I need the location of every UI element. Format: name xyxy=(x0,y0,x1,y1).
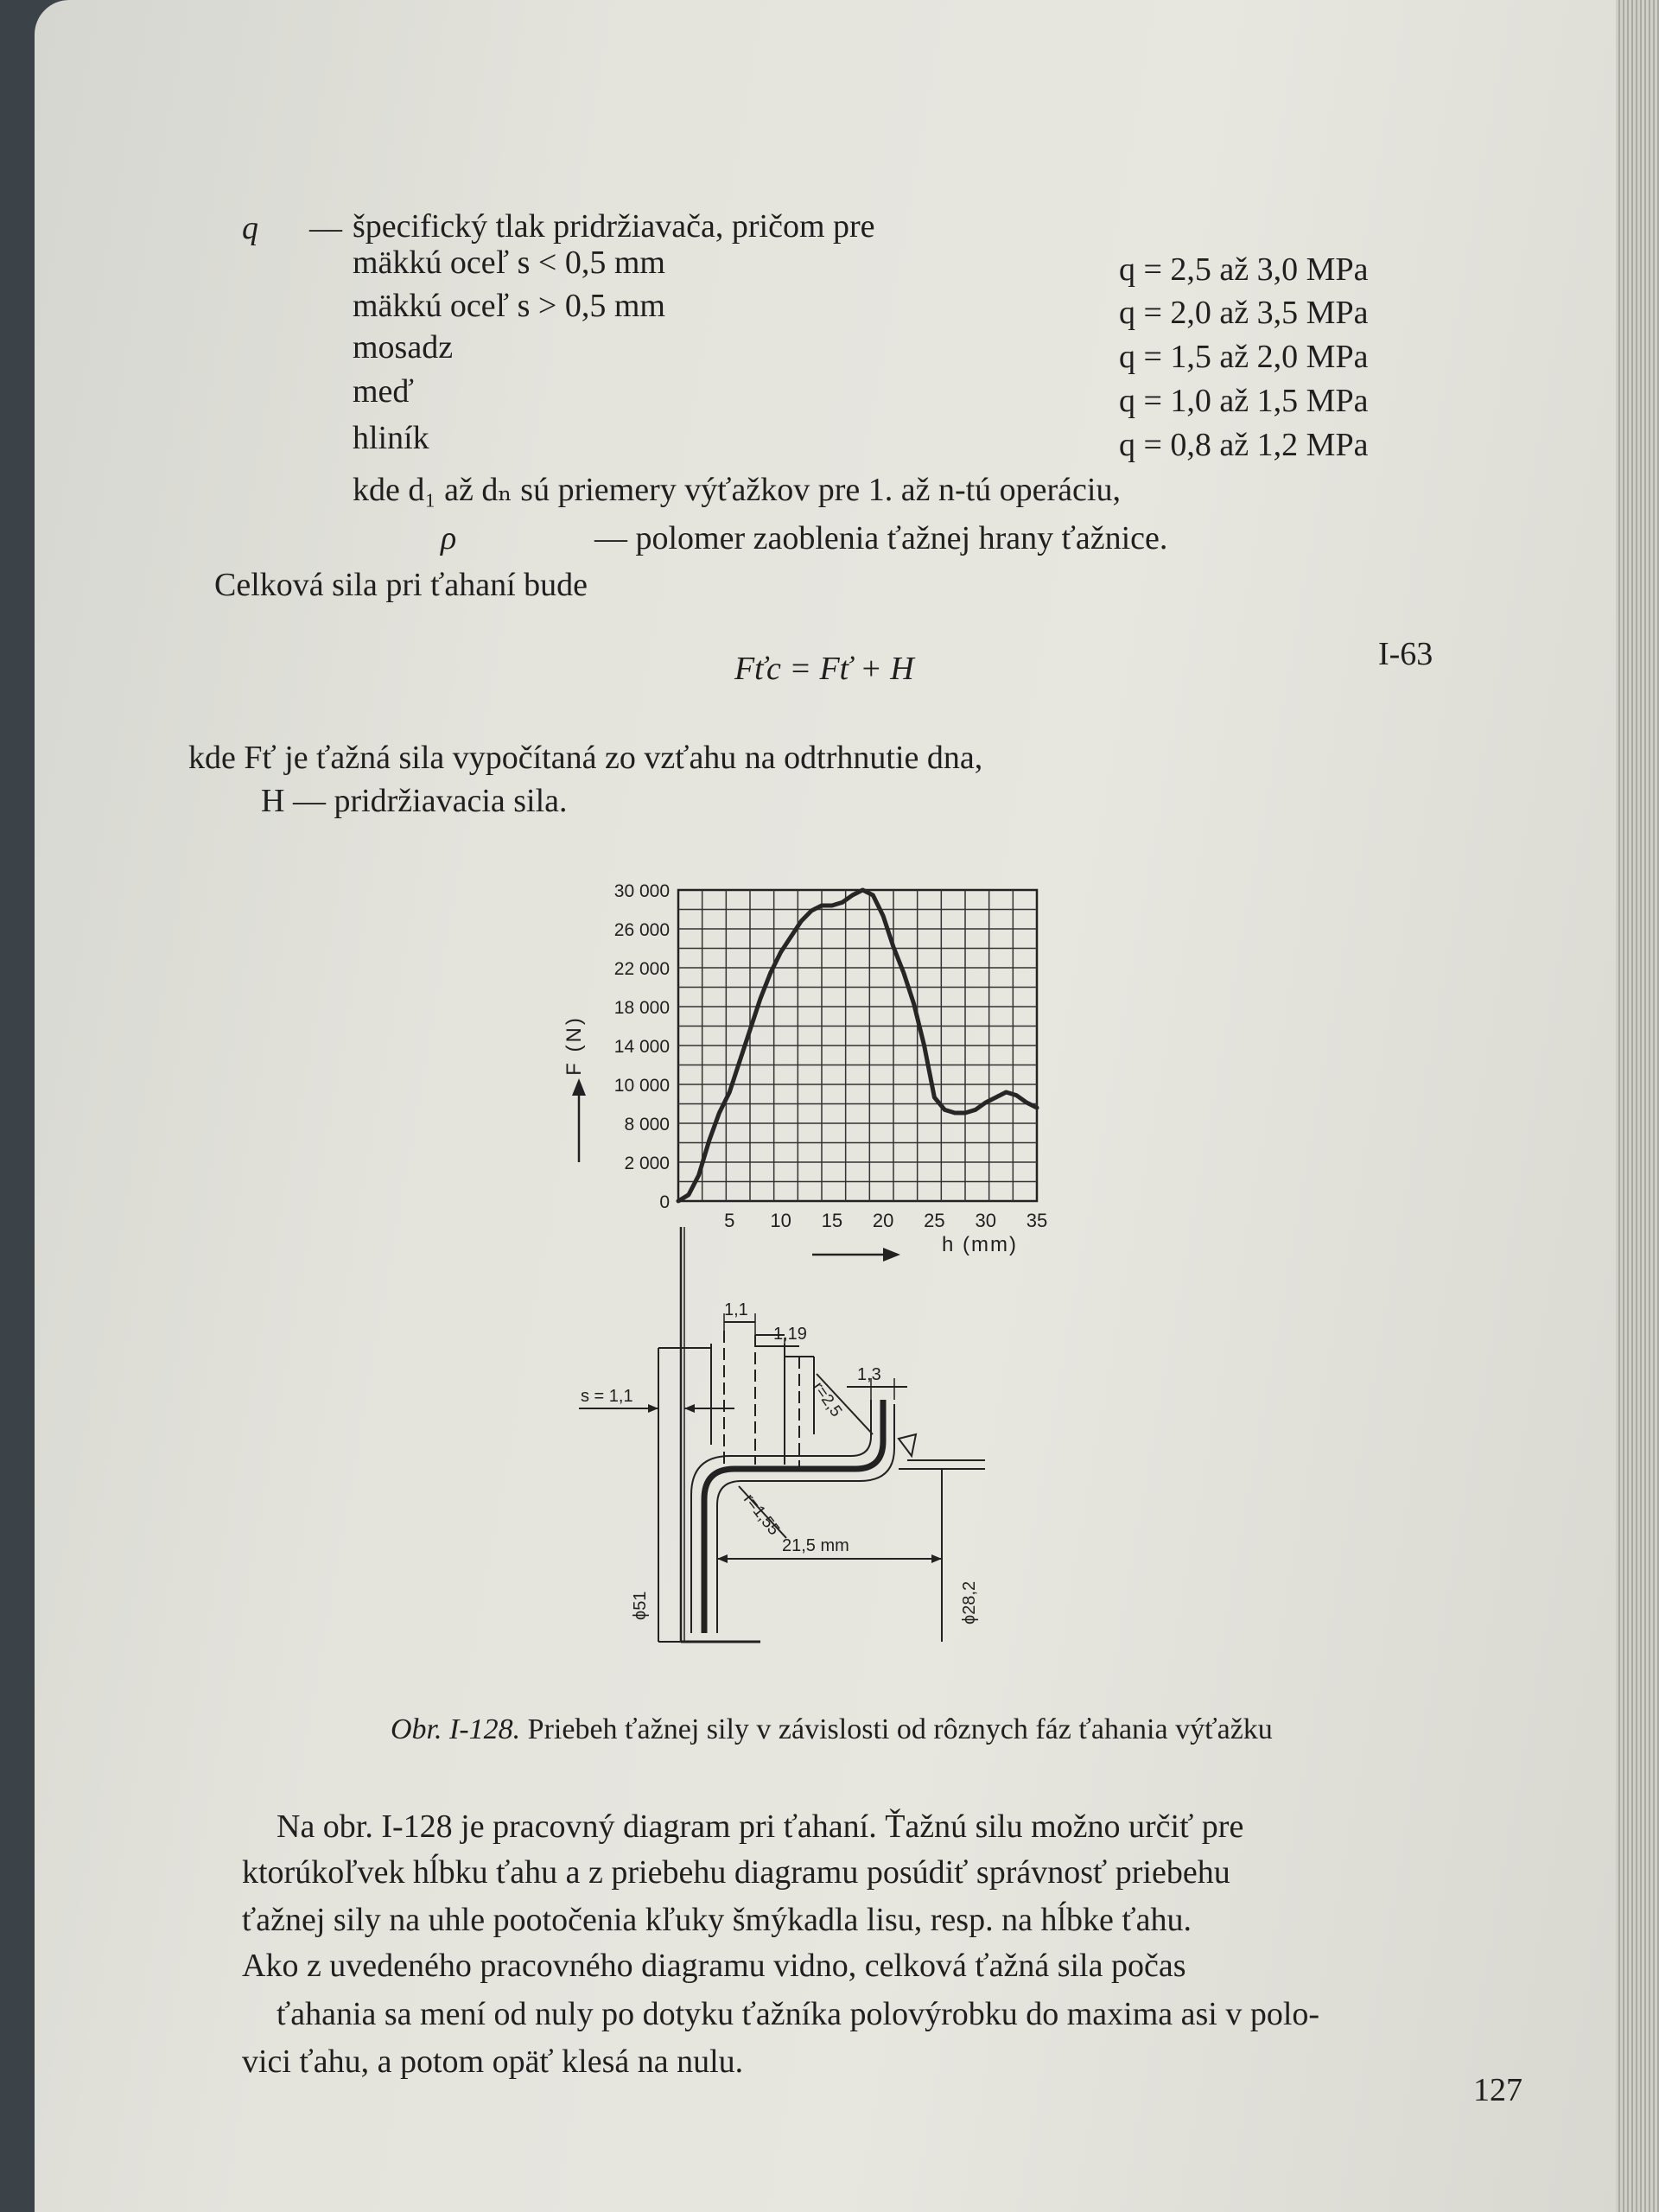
paragraph-line: Ako z uvedeného pracovného diagramu vidno, celková ťažná sila počas xyxy=(242,1948,1186,1984)
x-tick-labels xyxy=(724,1210,1047,1231)
force-chart xyxy=(563,881,1047,1262)
y-arrow-head xyxy=(572,1078,586,1096)
equation: Fťc = Fť + H xyxy=(734,651,914,687)
x-tick-label: 15 xyxy=(821,1210,843,1231)
dia-28-2: ϕ28,2 xyxy=(960,1580,979,1624)
q-title: špecifický tlak pridržiavača, pričom pre xyxy=(353,208,875,245)
rho-text: — polomer zaoblenia ťažnej hrany ťažnice. xyxy=(594,520,1168,556)
y-tick-label: 2 000 xyxy=(624,1154,670,1173)
caption-prefix: Obr. I-128. xyxy=(391,1713,521,1745)
q-symbol: q xyxy=(242,210,258,246)
x-tick-label: 30 xyxy=(975,1210,996,1231)
caption-text: Priebeh ťažnej sily v závislosti od rôznych fáz ťahania výťažku xyxy=(527,1713,1273,1745)
paragraph-line: ťažnej sily na uhle pootočenia kľuky šmýkadla lisu, resp. na hĺbke ťahu. xyxy=(242,1902,1192,1938)
rho-symbol: ρ xyxy=(441,520,457,556)
x-tick-label: 25 xyxy=(924,1210,945,1231)
dim-21-5: 21,5 mm xyxy=(782,1536,849,1555)
dim-1-19: 1,19 xyxy=(773,1325,807,1344)
equation-number: I-63 xyxy=(1378,636,1433,672)
x-arrow-head xyxy=(883,1248,900,1262)
y-tick-label: 8 000 xyxy=(624,1115,670,1135)
y-tick-label: 14 000 xyxy=(613,1037,670,1057)
where-d-line: kde d₁ až dₙ sú priemery výťažkov pre 1. až n-tú operáciu, xyxy=(353,472,1121,508)
material-value: q = 2,0 až 3,5 MPa xyxy=(1119,295,1369,331)
x-tick-label: 5 xyxy=(724,1210,735,1231)
y-axis-label: F (N) xyxy=(563,1015,586,1076)
q-dash: — xyxy=(309,210,342,246)
material-value: q = 0,8 až 1,2 MPa xyxy=(1119,427,1369,463)
book-page xyxy=(35,0,1633,2212)
material-name: hliník xyxy=(353,420,429,456)
x-tick-label: 10 xyxy=(770,1210,791,1231)
y-tick-label: 10 000 xyxy=(613,1076,670,1096)
x-tick-label: 20 xyxy=(872,1210,894,1231)
paragraph-line: ktorúkoľvek hĺbku ťahu a z priebehu diagramu posúdiť správnosť priebehu xyxy=(242,1854,1230,1891)
paragraph-line: ťahania sa mení od nuly po dotyku ťažníka polovýrobku do maxima asi v polo- xyxy=(276,1996,1320,2032)
grid-horizontal xyxy=(678,910,1037,1182)
paragraph-line: vici ťahu, a potom opäť klesá na nulu. xyxy=(242,2044,744,2080)
figure-caption xyxy=(391,1715,1273,1745)
material-name: meď xyxy=(353,373,414,410)
radius-2-5: r=2,5 xyxy=(808,1378,846,1421)
where-f-line: kde Fť je ťažná sila vypočítaná zo vzťahu na odtrhnutie dna, xyxy=(188,740,983,776)
x-axis-label: h (mm) xyxy=(942,1233,1018,1256)
material-value: q = 1,0 až 1,5 MPa xyxy=(1119,383,1369,419)
total-force-intro: Celková sila pri ťahaní bude xyxy=(214,567,588,603)
y-tick-label: 18 000 xyxy=(613,998,670,1018)
radius-1-55: r=1,55 xyxy=(740,1491,784,1539)
dim-1-3: 1,3 xyxy=(857,1365,881,1384)
x-tick-label: 35 xyxy=(1026,1210,1048,1231)
y-tick-label: 22 000 xyxy=(613,959,670,979)
y-tick-label: 30 000 xyxy=(613,881,670,901)
material-name: mäkkú oceľ s < 0,5 mm xyxy=(353,245,665,281)
holder-force-line: H — pridržiavacia sila. xyxy=(261,783,568,819)
y-tick-label: 26 000 xyxy=(613,920,670,940)
dim-1-1: 1,1 xyxy=(724,1300,748,1319)
dia-51: ϕ51 xyxy=(631,1591,650,1620)
y-tick-labels xyxy=(614,881,670,1212)
thickness-label: s = 1,1 xyxy=(581,1387,633,1406)
material-name: mosadz xyxy=(353,329,454,365)
material-value: q = 2,5 až 3,0 MPa xyxy=(1119,251,1369,288)
material-name: mäkkú oceľ s > 0,5 mm xyxy=(353,288,665,324)
page-number: 127 xyxy=(1473,2072,1522,2108)
page-edge xyxy=(1616,0,1659,2212)
y-tick-label: 0 xyxy=(659,1192,670,1212)
material-value: q = 1,5 až 2,0 MPa xyxy=(1119,339,1369,375)
paragraph-line: Na obr. I-128 je pracovný diagram pri ťahaní. Ťažnú silu možno určiť pre xyxy=(276,1808,1244,1845)
drawn-part-section xyxy=(579,1227,985,1642)
